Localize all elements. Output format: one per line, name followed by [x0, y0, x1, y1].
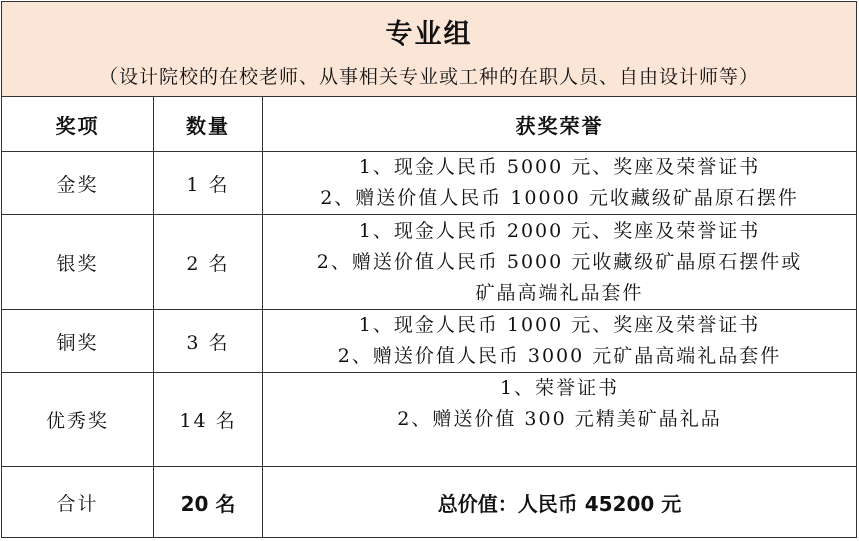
award-name: 铜奖 [2, 310, 154, 373]
prize-line: 1、荣誉证书 [499, 377, 620, 399]
table-row [2, 310, 857, 373]
award-prizes [263, 310, 857, 373]
prize-line: 2、赠送价值人民币 3000 元矿晶高端礼品套件 [337, 345, 782, 367]
header-row [2, 2, 857, 97]
award-quantity: 14 名 [154, 373, 263, 467]
award-name: 优秀奖 [2, 373, 154, 467]
prize-line: 2、赠送价值人民币 5000 元收藏级矿晶原石摆件或 [316, 250, 803, 273]
table-row [2, 373, 857, 467]
column-header-quantity: 数量 [154, 97, 263, 152]
total-quantity: 20 名 [154, 467, 263, 538]
prize-line: 1、现金人民币 2000 元、奖座及荣誉证书 [358, 219, 761, 242]
total-row [2, 467, 857, 538]
column-header-award: 奖项 [2, 97, 154, 152]
award-quantity: 3 名 [154, 310, 263, 373]
prize-line: 1、现金人民币 1000 元、奖座及荣誉证书 [358, 314, 761, 336]
award-name: 银奖 [2, 215, 154, 310]
award-name: 金奖 [2, 152, 154, 215]
header-cell [2, 2, 857, 97]
prize-spacer [263, 435, 856, 466]
group-title: 专业组 [385, 19, 473, 50]
table-row [2, 215, 857, 310]
award-prizes [263, 373, 857, 467]
award-quantity: 2 名 [154, 215, 263, 310]
prize-line: 矿晶高端礼品套件 [475, 281, 644, 304]
column-header-honor: 获奖荣誉 [263, 97, 857, 152]
total-label: 合计 [2, 467, 154, 538]
award-prizes [263, 215, 857, 310]
column-header-row [2, 97, 857, 152]
table-row [2, 152, 857, 215]
group-subtitle: （设计院校的在校老师、从事相关专业或工种的在职人员、自由设计师等） [99, 66, 760, 88]
award-prizes [263, 152, 857, 215]
prize-line: 1、现金人民币 5000 元、奖座及荣誉证书 [358, 156, 761, 178]
award-table [1, 1, 857, 538]
prize-line: 2、赠送价值 300 元精美矿晶礼品 [397, 408, 722, 430]
award-quantity: 1 名 [154, 152, 263, 215]
total-value: 总价值：人民币 45200 元 [263, 467, 857, 538]
prize-line: 2、赠送价值人民币 10000 元收藏级矿晶原石摆件 [320, 187, 799, 209]
